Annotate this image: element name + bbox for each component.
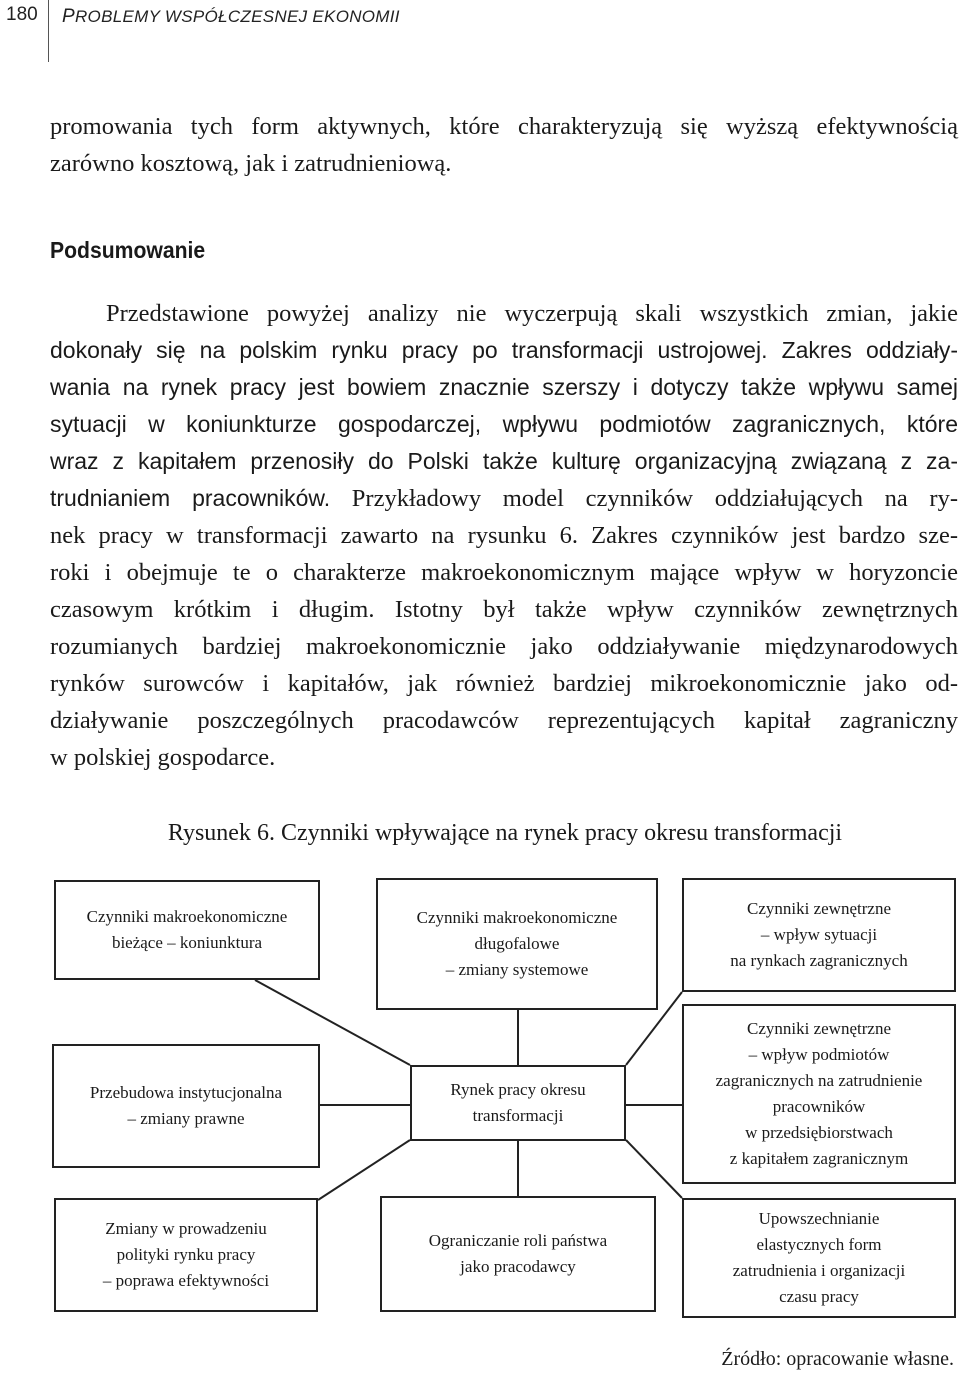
box-line: w przedsiębiorstwach [745,1123,893,1142]
box-line: transformacji [472,1106,564,1125]
source-note: Źródło: opracowanie własne. [721,1348,954,1370]
box-line: jako pracodawcy [460,1257,576,1276]
paragraph-line: wania na rynek pracy jest bowiem znacznie szerszy i dotyczy także wpływu samej [50,374,958,400]
paragraph-line [50,332,958,369]
box-line: – zmiany prawne [127,1109,245,1128]
box-line: pracowników [772,1097,866,1116]
box-line: Rynek pracy okresu [450,1080,586,1099]
paragraph-line: rozumianych bardziej makroekonomicznie jako oddziaływanie międzynarodowych [50,633,958,660]
summary-paragraph [50,295,958,776]
box-line: zatrudnienia i organizacji [732,1261,906,1280]
box-line: długofalowe [474,934,560,953]
box-line: na rynkach zagranicznych [730,951,908,970]
running-title-initial: P [62,6,75,27]
intro-paragraph [50,108,958,182]
box-flexible-forms [682,1198,956,1318]
paragraph-line-serif: Przykładowy model czynników oddziałujących na ry- [330,485,958,512]
box-line: – wpływ sytuacji [760,925,878,944]
paragraph-line: nek pracy w transformacji zawarto na rysunku 6. Zakres czynników jest bardzo sze- [50,522,958,549]
box-institutional [52,1044,320,1168]
paragraph-line: czasowym krótkim i długim. Istotny był także wpływ czynników zewnętrznych [50,596,958,623]
box-macro-long [376,878,658,1010]
box-center-labour-market [410,1065,626,1141]
intro-line: promowania tych form aktywnych, które charakteryzują się wyższą efektywnością [50,113,958,140]
paragraph-line-sans: dokonały się na polskim rynku pracy po transformacji ustrojowej. [50,337,768,363]
running-title [62,6,400,28]
box-line: Czynniki makroekonomiczne [86,907,288,926]
box-line: Czynniki zewnętrzne [747,899,891,918]
box-line: bieżące – koniunktura [111,933,263,952]
box-line: zagranicznych na zatrudnienie [715,1071,923,1090]
section-heading: Podsumowanie [50,237,206,263]
box-line: Ograniczanie roli państwa [428,1231,608,1250]
box-labour-policy [54,1198,318,1312]
figure-caption: Rysunek 6. Czynniki wpływające na rynek pracy okresu transformacji [167,820,843,846]
box-line: polityki rynku pracy [116,1245,256,1264]
paragraph-line: roki i obejmuje te o charakterze makroekonomicznym mające wpływ w horyzoncie [50,559,958,586]
paragraph-line: w polskiej gospodarce. [50,744,276,771]
box-line: Upowszechnianie [758,1209,880,1228]
paragraph-line [50,480,958,517]
factors-diagram [0,870,960,1320]
header-divider [48,0,49,62]
box-state-role [380,1196,656,1312]
page-number: 180 [6,4,38,25]
box-line: z kapitałem zagranicznym [729,1149,909,1168]
paragraph-line-sans: Zakres oddziały- [767,337,959,363]
box-line: – zmiany systemowe [445,960,589,979]
intro-line: zarówno kosztową, jak i zatrudnieniową. [50,150,452,177]
connector-line [318,1140,410,1200]
box-external-entities [682,1004,956,1184]
box-line: elastycznych form [756,1235,882,1254]
box-line: – poprawa efektywności [102,1271,270,1290]
box-line: Zmiany w prowadzeniu [105,1219,267,1238]
box-macro-current [54,880,320,980]
paragraph-line: sytuacji w koniunkturze gospodarczej, wpływu podmiotów zagranicznych, które [50,411,958,437]
paragraph-line: działywanie poszczególnych pracodawców reprezentujących kapitał zagraniczny [50,707,958,734]
paragraph-line: wraz z kapitałem przenosiły do Polski także kulturę organizacyjną związaną z za- [50,448,958,474]
paragraph-line: rynków surowców i kapitałów, jak również bardziej mikroekonomicznie jako od- [50,670,958,697]
box-line: Czynniki zewnętrzne [747,1019,891,1038]
box-line: Czynniki makroekonomiczne [416,908,618,927]
box-external-situation [682,878,956,992]
paragraph-line-sans: trudnianiem pracowników. [50,485,331,511]
paragraph-line: Przedstawione powyżej analizy nie wyczerpują skali wszystkich zmian, jakie [106,300,958,327]
box-line: czasu pracy [779,1287,859,1306]
box-line: – wpływ podmiotów [748,1045,890,1064]
connector-line [626,1140,682,1198]
box-line: Przebudowa instytucjonalna [89,1083,283,1102]
running-title-rest: ROBLEMY WSPÓŁCZESNEJ EKONOMII [74,7,400,26]
